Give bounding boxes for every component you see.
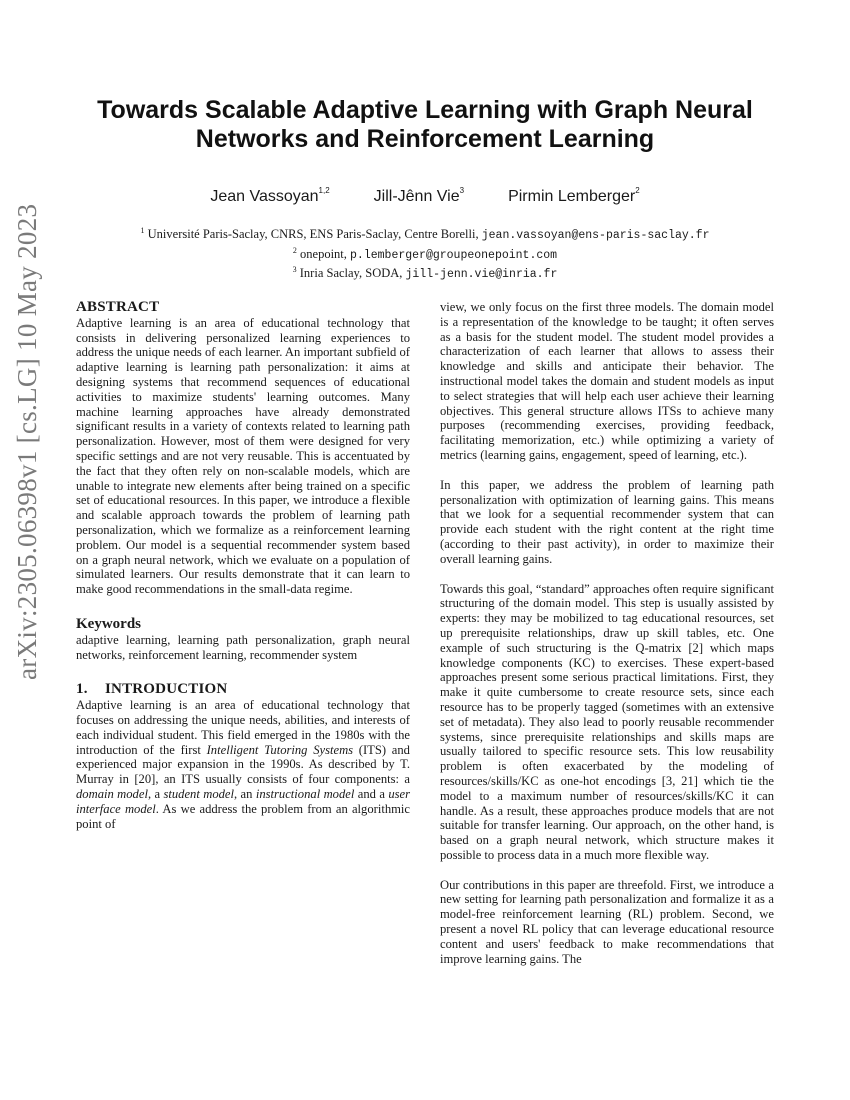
intro-paragraph-2: In this paper, we address the problem of learning path personalization with optimization of learning gains. This means that we look for a sequential recommender system that can provide each student with the right content at the right time (according to their past activity), in order to maximize their overall learning gains. [440,477,774,566]
section-number: 1. [76,681,88,698]
intro-paragraph-4: Our contributions in this paper are threefold. First, we introduce a new setting for learning path personalization and formalize it as a model-free reinforcement learning (RL) problem. Second, we present a novel RL policy that can leverage educational resource content and users' feedback to make recommendations that improve learning gains. The [440,877,774,966]
left-column [76,300,410,831]
right-column [440,300,774,981]
author [508,188,640,206]
affiliation-mark: 2 [292,246,297,255]
author-name: Jean Vassoyan [210,188,319,205]
section-title: INTRODUCTION [105,681,228,698]
email-link[interactable]: jill-jenn.vie@inria.fr [405,268,558,282]
affiliation-text: Université Paris-Saclay, CNRS, ENS Paris-Saclay, Centre Borelli, [147,227,479,242]
author-list [130,188,720,206]
affiliation [60,226,790,242]
author-affil-mark: 1,2 [318,186,330,195]
affiliation [60,265,790,281]
email-link[interactable]: p.lemberger@groupeonepoint.com [350,249,558,263]
author-affil-mark: 2 [635,186,640,195]
affiliation-text: onepoint, [300,247,347,262]
intro-paragraph-1-continued: view, we only focus on the first three models. The domain model is a representation of the knowledge to be taught; it often serves as a basis for the student model. The student model provides a characterization of each learner that allows to assess their knowledge and skills and anticipate their behavior. The instructional model takes the domain and student models as input to select strategies that will help each user achieve their learning objectives. This general structure allows ITSs to achieve many purposes (recommending exercises, providing feedback, facilitating memorization, etc.) while optimizing a variety of metrics (learning gains, engagement, speed of learning, etc.). [440,300,774,462]
author [374,188,464,206]
affiliation [60,246,790,262]
emphasis: user interface model [76,786,411,816]
author-affil-mark: 3 [459,186,465,195]
introduction-heading [76,682,410,697]
paper-title [60,96,790,154]
author-name: Jill-Jênn Vie [373,188,460,205]
author [210,188,329,206]
affiliation-mark: 1 [140,226,145,235]
keywords-heading: Keywords [76,615,141,632]
abstract-text: Adaptive learning is an area of educational technology that consists in delivering personalized learning experiences to address the unique needs of each learner. An important subfield of adaptive learning is learning path personalization: it aims at designing systems that recommend sequences of educational activities to maximize students' learning outcomes. Many machine learning approaches have already demonstrated significant results in a variety of contexts related to learning path personalization. However, most of them were designed for very specific settings and are not very reusable. This is accentuated by the fact that they often rely on non-scalable models, which are unable to integrate new elements after being trained on a specific set of educational resources. In this paper, we introduce a flexible and scalable approach towards the problem of learning path personalization, which we formalize as a reinforcement learning problem. Our model is a sequential recommender system based on a graph neural network, which we evaluate on a population of simulated learners. Our results demonstrate that it can learn to make good recommendations in the small-data regime. [76,315,410,597]
arxiv-identifier: arXiv:2305.06398v1 [cs.LG] 10 May 2023 [12,203,42,680]
emphasis: instructional model [255,786,355,801]
keywords-text: adaptive learning, learning path personalization, graph neural networks, reinforcement learning, recommender system [76,632,410,662]
emphasis: Intelligent Tutoring Systems [206,742,354,757]
intro-paragraph-3: Towards this goal, “standard” approaches often require significant structuring of the domain model. This step is usually assisted by experts: they may be mobilized to tag educational resources, set up prerequisite relationships, draw up skill tables, etc. One example of such structuring is the Q-matrix [2] which maps knowledge components (KC) to exercises. These expert-based approaches present some serious practical limitations. First, they make it quite cumbersome to create resource sets, since each resource has to be properly tagged (sometimes with an extensive set of metadata). They also lead to poorly reusable recommender systems, since prerequisite relationships and skills maps are usually tailored to specific resource sets. This low reusability problem is often exacerbated by the modeling of resources/skills/KC as one-hot encodings [3, 21] which tie the model to a maximum number of resources/skills/KC it can handle. As a result, these approaches produce models that are not suitable for transfer learning. Our approach, on the other hand, is based on a graph neural network, which structure makes it possible to process data in a much more flexible way. [440,581,774,862]
abstract-heading: ABSTRACT [76,299,160,315]
title-line: Towards Scalable Adaptive Learning with Graph Neural [97,96,753,124]
affiliation-mark: 3 [292,265,297,274]
title-line: Networks and Reinforcement Learning [195,125,655,153]
emphasis: domain model [76,786,148,801]
affiliation-text: Inria Saclay, SODA, [299,266,403,281]
emphasis: student model [163,786,235,801]
intro-paragraph-1: Adaptive learning is an area of educational technology that focuses on addressing the unique needs, abilities, and interests of each individual student. This field emerged in the 1980s with the introduction of the first Intelligent Tutoring Systems (ITS) and experienced major expansion in the 1990s. As described by T. Murray in [20], an ITS usually consists of four components: a domain model, a student model, an instructional model and a user interface model. As we address the problem from an algorithmic point of [76,698,411,831]
author-name: Pirmin Lemberger [508,188,636,205]
email-link[interactable]: jean.vassoyan@ens-paris-saclay.fr [481,229,710,243]
